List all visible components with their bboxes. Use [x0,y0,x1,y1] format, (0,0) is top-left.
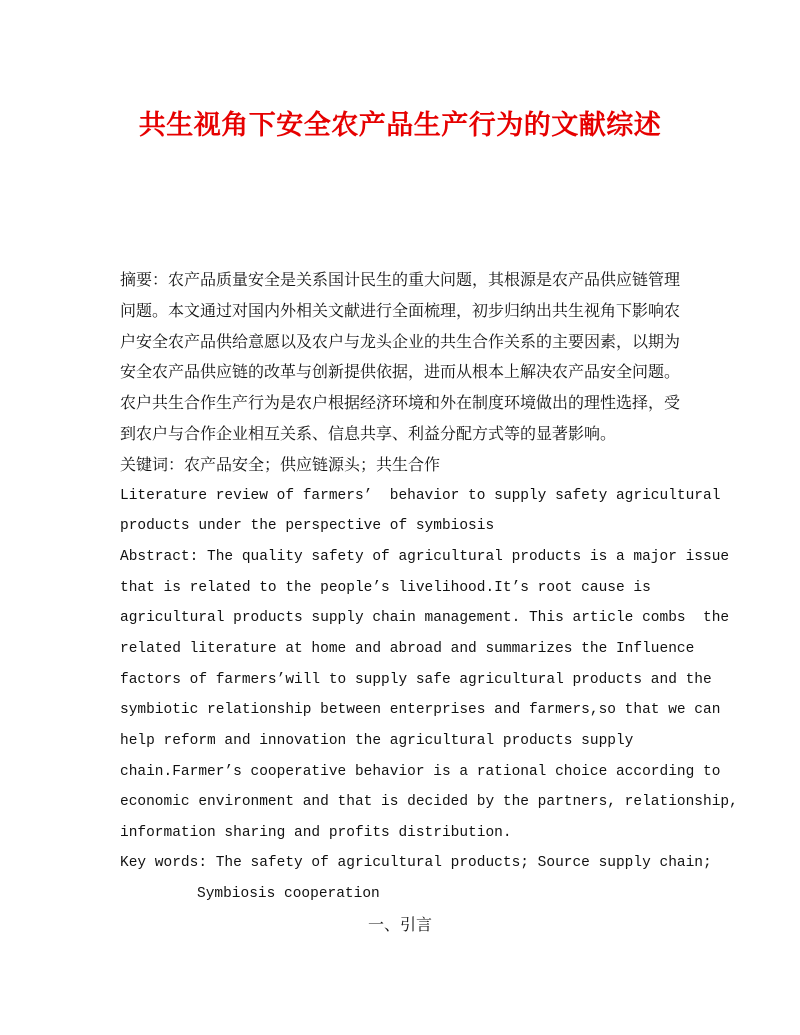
abstract-en-line: help reform and innovation the agricultural products supply [120,733,634,749]
abstract-en-line: economic environment and that is decided by the partners, relationship, [120,794,738,810]
abstract-cn-line: 到农户与合作企业相互关系、信息共享、利益分配方式等的显著影响。 [120,424,617,443]
section-heading: 一、引言 [367,915,432,934]
abstract-en-line: related literature at home and abroad and summarizes the Influence [120,641,695,657]
abstract-en-line: Abstract: The quality safety of agricultural products is a major issue [120,549,730,565]
abstract-en-line: factors of farmers’will to supply safe agricultural products and the [120,672,712,688]
document-title: 共生视角下安全农产品生产行为的文献综述 [138,110,662,141]
abstract-en-line: symbiotic relationship between enterprises and farmers,so that we can [120,702,721,718]
abstract-cn-line: 问题。本文通过对国内外相关文献进行全面梳理，初步归纳出共生视角下影响农 [120,301,681,320]
abstract-en-line: agricultural products supply chain management. This article combs the [120,610,730,626]
keywords-cn: 关键词：农产品安全；供应链源头；共生合作 [120,455,441,474]
abstract-cn-line: 农户共生合作生产行为是农户根据经济环境和外在制度环境做出的理性选择，受 [120,393,681,412]
abstract-en-line: information sharing and profits distribution. [120,825,512,841]
abstract-en-line: chain.Farmer’s cooperative behavior is a rational choice according to [120,764,721,780]
title-en-line: Literature review of farmers’ behavior to supply safety agricultural [120,488,721,504]
title-en-line: products under the perspective of symbiosis [120,518,495,534]
keywords-en-line: Symbiosis cooperation [197,886,380,902]
abstract-en-line: that is related to the people’s livelihood.It’s root cause is [120,580,651,596]
abstract-cn-line: 摘要：农产品质量安全是关系国计民生的重大问题，其根源是农产品供应链管理 [120,270,681,289]
abstract-cn-line: 户安全农产品供给意愿以及农户与龙头企业的共生合作关系的主要因素，以期为 [120,332,681,351]
abstract-cn-line: 安全农产品供应链的改革与创新提供依据，进而从根本上解决农产品安全问题。 [120,362,681,381]
keywords-en-line: Key words: The safety of agricultural products; Source supply chain; [120,855,712,871]
